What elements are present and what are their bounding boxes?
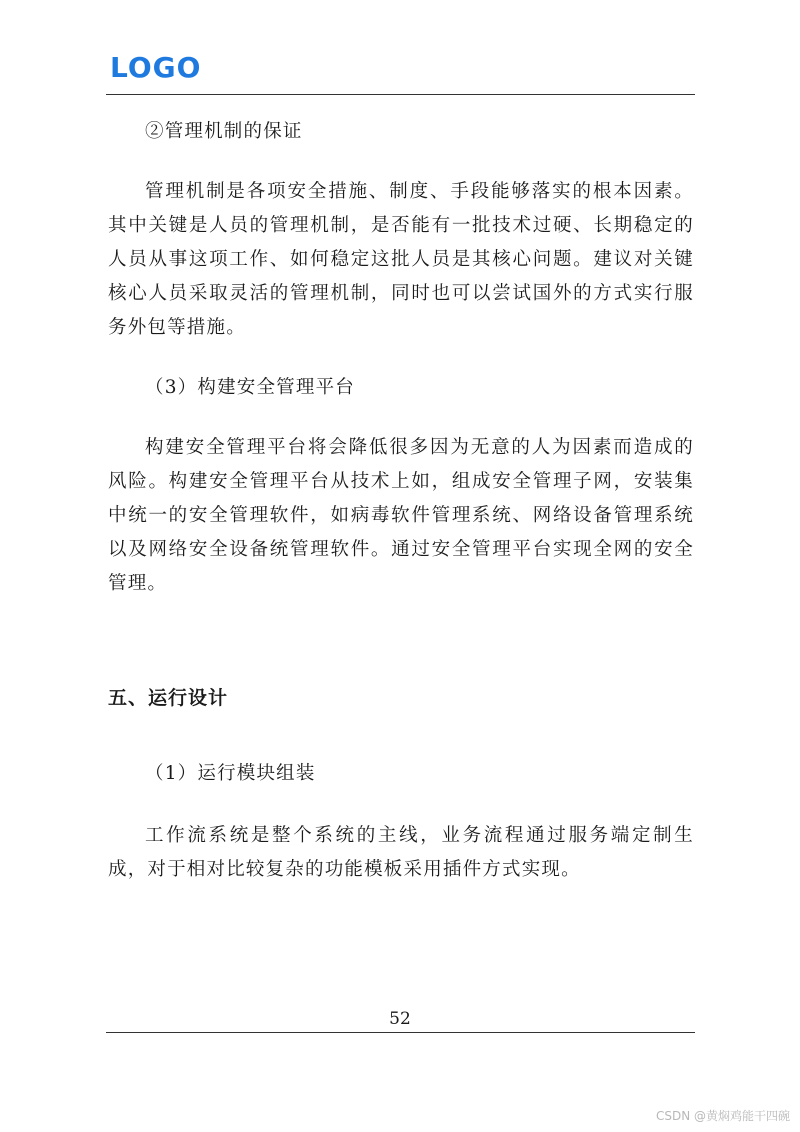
paragraph-security-platform: 构建安全管理平台将会降低很多因为无意的人为因素而造成的风险。构建安全管理平台从技术上如，组成安全管理子网，安装集中统一的安全管理软件，如病毒软件管理系统、网络设备管理系统以及网络安全设备统管理软件。通过安全管理平台实现全网的安全管理。 [108, 437, 694, 594]
subsection-heading-module-assembly: （1）运行模块组装 [145, 763, 316, 784]
paragraph-module-assembly: 工作流系统是整个系统的主线，业务流程通过服务端定制生成，对于相对比较复杂的功能模板采用插件方式实现。 [108, 825, 694, 880]
subsection-heading-management-mechanism: ②管理机制的保证 [145, 121, 303, 142]
document-body [108, 112, 694, 887]
header-divider [106, 94, 695, 95]
page-number: 52 [389, 1009, 411, 1029]
paragraph-management-mechanism: 管理机制是各项安全措施、制度、手段能够落实的根本因素。其中关键是人员的管理机制，是否能有一批技术过硬、长期稳定的人员从事这项工作、如何稳定这批人员是其核心问题。建议对关键核心人员采取灵活的管理机制，同时也可以尝试国外的方式实行服务外包等措施。 [108, 181, 694, 338]
subsection-heading-security-platform: （3）构建安全管理平台 [145, 377, 355, 398]
logo: LOGO [110, 51, 202, 84]
footer-divider [106, 1032, 695, 1033]
watermark: CSDN @黄焖鸡能干四碗 [655, 1109, 790, 1123]
chapter-title-operation-design: 五、运行设计 [108, 687, 229, 709]
